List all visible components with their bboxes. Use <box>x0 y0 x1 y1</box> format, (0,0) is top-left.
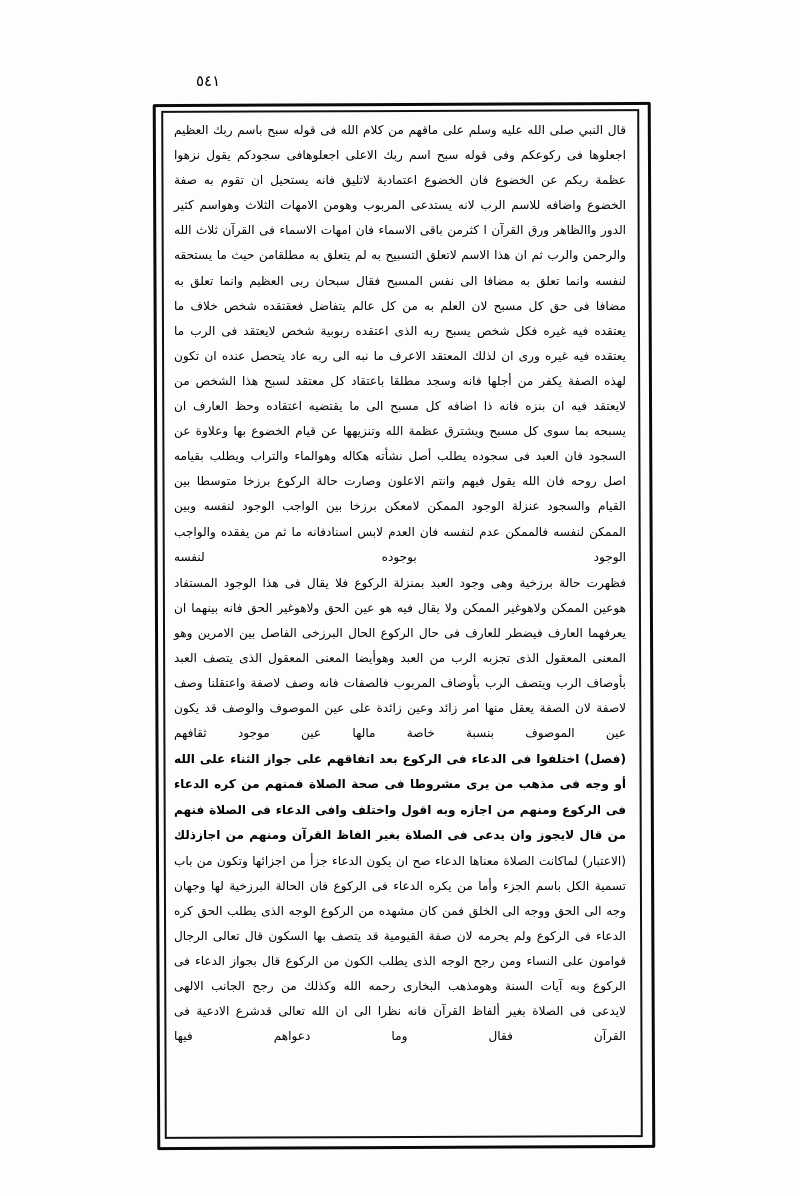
page-number: ٥٤١ <box>196 72 221 90</box>
section-fasl-heading-paragraph: (فصل) اختلفوا فى الدعاء فى الركوع بعد اتفاقهم على جواز الثناء على الله أو وجه فى مذهب من يرى مشروطا فى صحة الصلاة فمنهم من كره الدعاء فى الركوع ومنهم من اجازه وبه اقول واختلف وافى الدعاء فى الصلاة فنهم من قال لايجوز وان يدعى فى الصلاة بغير الفاظ القرآن ومنهم من اجازذلك <box>174 752 626 842</box>
paragraph-2: فظهرت حالة برزخية وهى وجود العبد بمنزلة الركوع فلا يقال فى هذا الوجود المستفاد هوعين الممكن ولاهوغير الممكن ولا يقال فيه هو عين الحق ولاهوغير الحق فانه بينهما ان يعرفهما العارف فيضطر للعارف فى حال الركوع الحال البرزخى الفاصل بين الامرين وهو المعنى المعقول الذى تجزبه الرب من العبد وهوأيضا المعنى المعقول الذى يتصف العبد بأوصاف الرب ويتصف الرب بأوصاف المربوب فالصفات فانه وصف لاصفة واعتقلنا وصف لاصفة لان الصفة يعقل منها امر زائد وعين زائدة على عين الموصوف والوصف قد يكون عين الموصوف بنسبة خاصة مالها عين موجود ثقافهم <box>174 575 626 741</box>
section-itibar-paragraph: (الاعتبار) لماكانت الصلاة معناها الدعاء صح ان يكون الدعاء جزأ من اجزائها وتكون من باب تسمية الكل باسم الجزء وأما من يكره الدعاء فى الركوع فان الحالة البرزخية لها وجهان وجه الى الحق ووجه الى الخلق فمن كان مشهده من الركوع الوجه الذى يطلب الحق كره الدعاء فى الركوع ولم يحرمه لان صفة القيومية قد يتصف بها السكون قال تعالى الرجال قوامون على النساء ومن رجح الوجه الذى يطلب الكون من الركوع قال بجواز الدعاء فى الركوع وبه آيات السنة وهومذهب البخارى رحمه الله وكذلك من رجح الجانب الالهى لايدعى فى الصلاة بغير ألفاظ القرآن فانه نظرا الى ان الله تعالى قدشرع الادعية فى القرآن فقال وما دعواهم فيها <box>174 853 626 1044</box>
paragraph-1: قال النبي صلى الله عليه وسلم على ماقهم من كلام الله فى قوله سبح باسم ربك العظيم اجعلوها فى ركوعكم وفى قوله سبح اسم ربك الاعلى اجعلوهافى سجودكم يقول نزهوا عظمة ربكم عن الخضوع فان الخضوع اعتمادية لاتليق فانه يستحيل ان تقوم به صفة الخضوع واضافه للاسم الرب لانه يستدعى المربوب وهومن الامهات الثلاث وهواسم كثير الدور واالظاهر ورق القرآن ا كثرمن باقى الاسماء فان امهات الاسماء فى القرآن ثلاث الله والرحمن والرب ثم ان هذا الاسم لاتعلق التسبيح به لم يتعلق به مطلقامن حيث ما يستحقه لنفسه وانما تعلق به مضافا الى نفس المسبح فقال سبحان ربى العظيم وانما تعلق به مضافا فى حق كل مسبح لان العلم به من كل عالم يتفاضل فعقتقده شخص خلاف ما يعتقده فيه غيره فكل شخص يسبح ربه الذى اعتقده ربوبية شخص لايعتقد فى الرب ما يعتقده فيه غيره ورى ان لذلك المعتقد الاعرف ما نبه الى ربه عاد يتحصل عنده ان تكون لهذه الصفة يكفر من أجلها فانه وسجد مطلقا باعتقاد كل معتقد لسبح هذا الشخص من لايعتقد فيه ان بنزه فانه ذا اضافه كل مسبح الى ما يقتضيه اعتقاده وحظ العارف ان يسبحه بما سوى كل مسبح ويشترق عظمة الله وتنزيهها عن قيام الخضوع بها وعلاوة عن السجود فان العبد فى سجوده يطلب أصل نشأته هكاله وهوالماء والتراب ويطلب بقيامه اصل روحه فان الله يقول فيهم وانتم الاعلون وصارت حالة الركوع برزخا متوسطا بين القيام والسجود عنزلة الوجود الممكن لامعكن برزخا بين الواجب الوجود لنفسه وبين الممكن لنفسه فالممكن عدم لنفسه فان العدم لابس اسنادفانه ما ثم من يفقده والواجب الوجود بوجوده لنفسه <box>174 123 626 564</box>
body-text-column <box>172 118 628 1126</box>
